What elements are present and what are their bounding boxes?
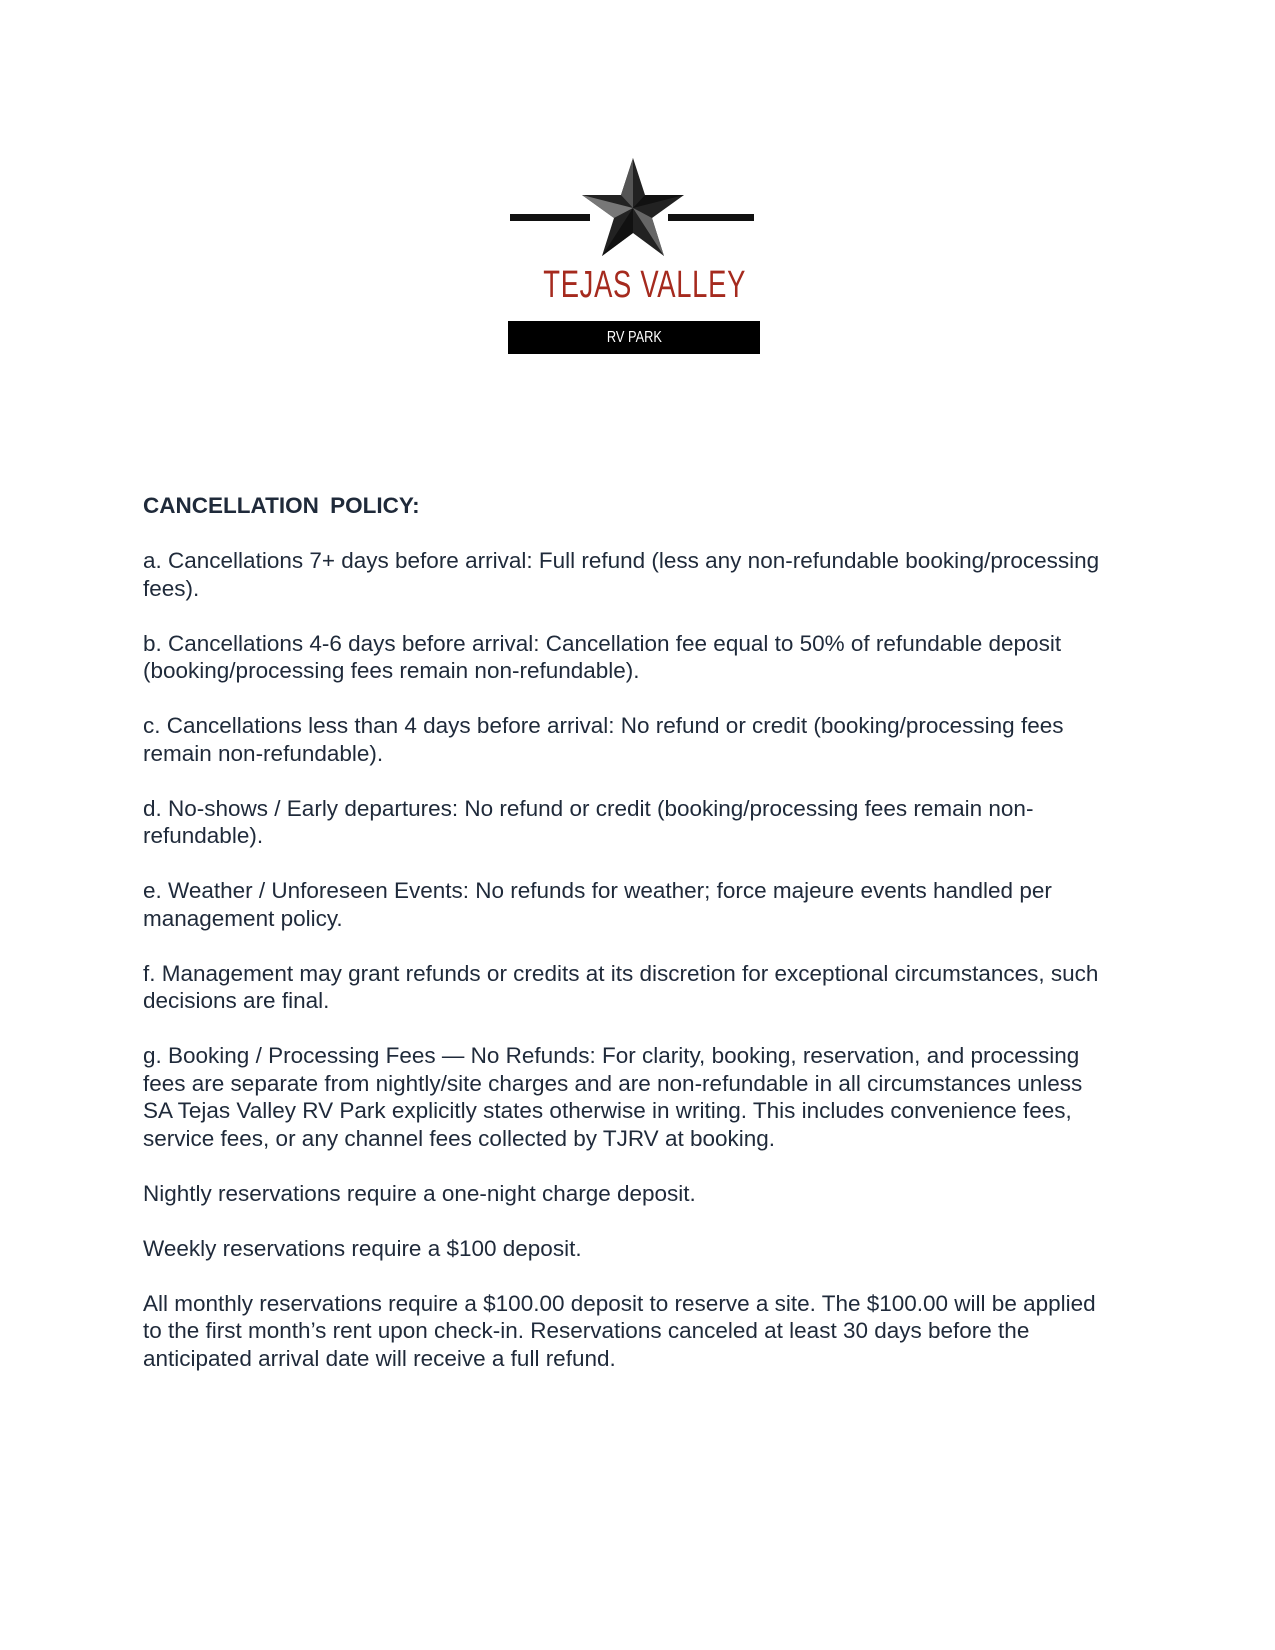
- policy-item-c: c. Cancellations less than 4 days before arrival: No refund or credit (booking/processing fees remain non-refundable).: [143, 713, 1064, 766]
- policy-document: [143, 492, 1103, 1400]
- logo: [508, 158, 760, 358]
- nightly-deposit-note: Nightly reservations require a one-night charge deposit.: [143, 1180, 696, 1206]
- policy-item-f: f. Management may grant refunds or credits at its discretion for exceptional circumstances, such decisions are final.: [143, 960, 1099, 1013]
- policy-title: CANCELLATION POLICY:: [143, 493, 420, 518]
- brand-name: TEJAS VALLEY: [543, 264, 747, 306]
- policy-item-d: d. No-shows / Early departures: No refund or credit (booking/processing fees remain non-refundable).: [143, 795, 1034, 848]
- logo-line-left: [510, 214, 590, 221]
- star-icon: [580, 158, 686, 258]
- policy-item-b: b. Cancellations 4-6 days before arrival: Cancellation fee equal to 50% of refundable deposit (booking/processing fees remain non-refundable).: [143, 630, 1062, 683]
- brand-tagline-band: [508, 321, 760, 354]
- brand-tagline: RV PARK: [606, 329, 662, 346]
- weekly-deposit-note: Weekly reservations require a $100 deposit.: [143, 1235, 582, 1261]
- monthly-deposit-note: All monthly reservations require a $100.00 deposit to reserve a site. The $100.00 will be applied to the first month’s rent upon check-in. Reservations canceled at least 30 days before the anticipated arrival date will receive a full refund.: [143, 1290, 1096, 1371]
- policy-item-a: a. Cancellations 7+ days before arrival: Full refund (less any non-refundable booking/processing fees).: [143, 548, 1100, 601]
- policy-item-e: e. Weather / Unforeseen Events: No refunds for weather; force majeure events handled per management policy.: [143, 878, 1052, 931]
- policy-item-g: g. Booking / Processing Fees — No Refunds: For clarity, booking, reservation, and processing fees are separate from nightly/site charges and are non-refundable in all circumstances unless SA Tejas Valley RV Park explicitly states otherwise in writing. This includes convenience fees, service fees, or any channel fees collected by TJRV at booking.: [143, 1043, 1083, 1151]
